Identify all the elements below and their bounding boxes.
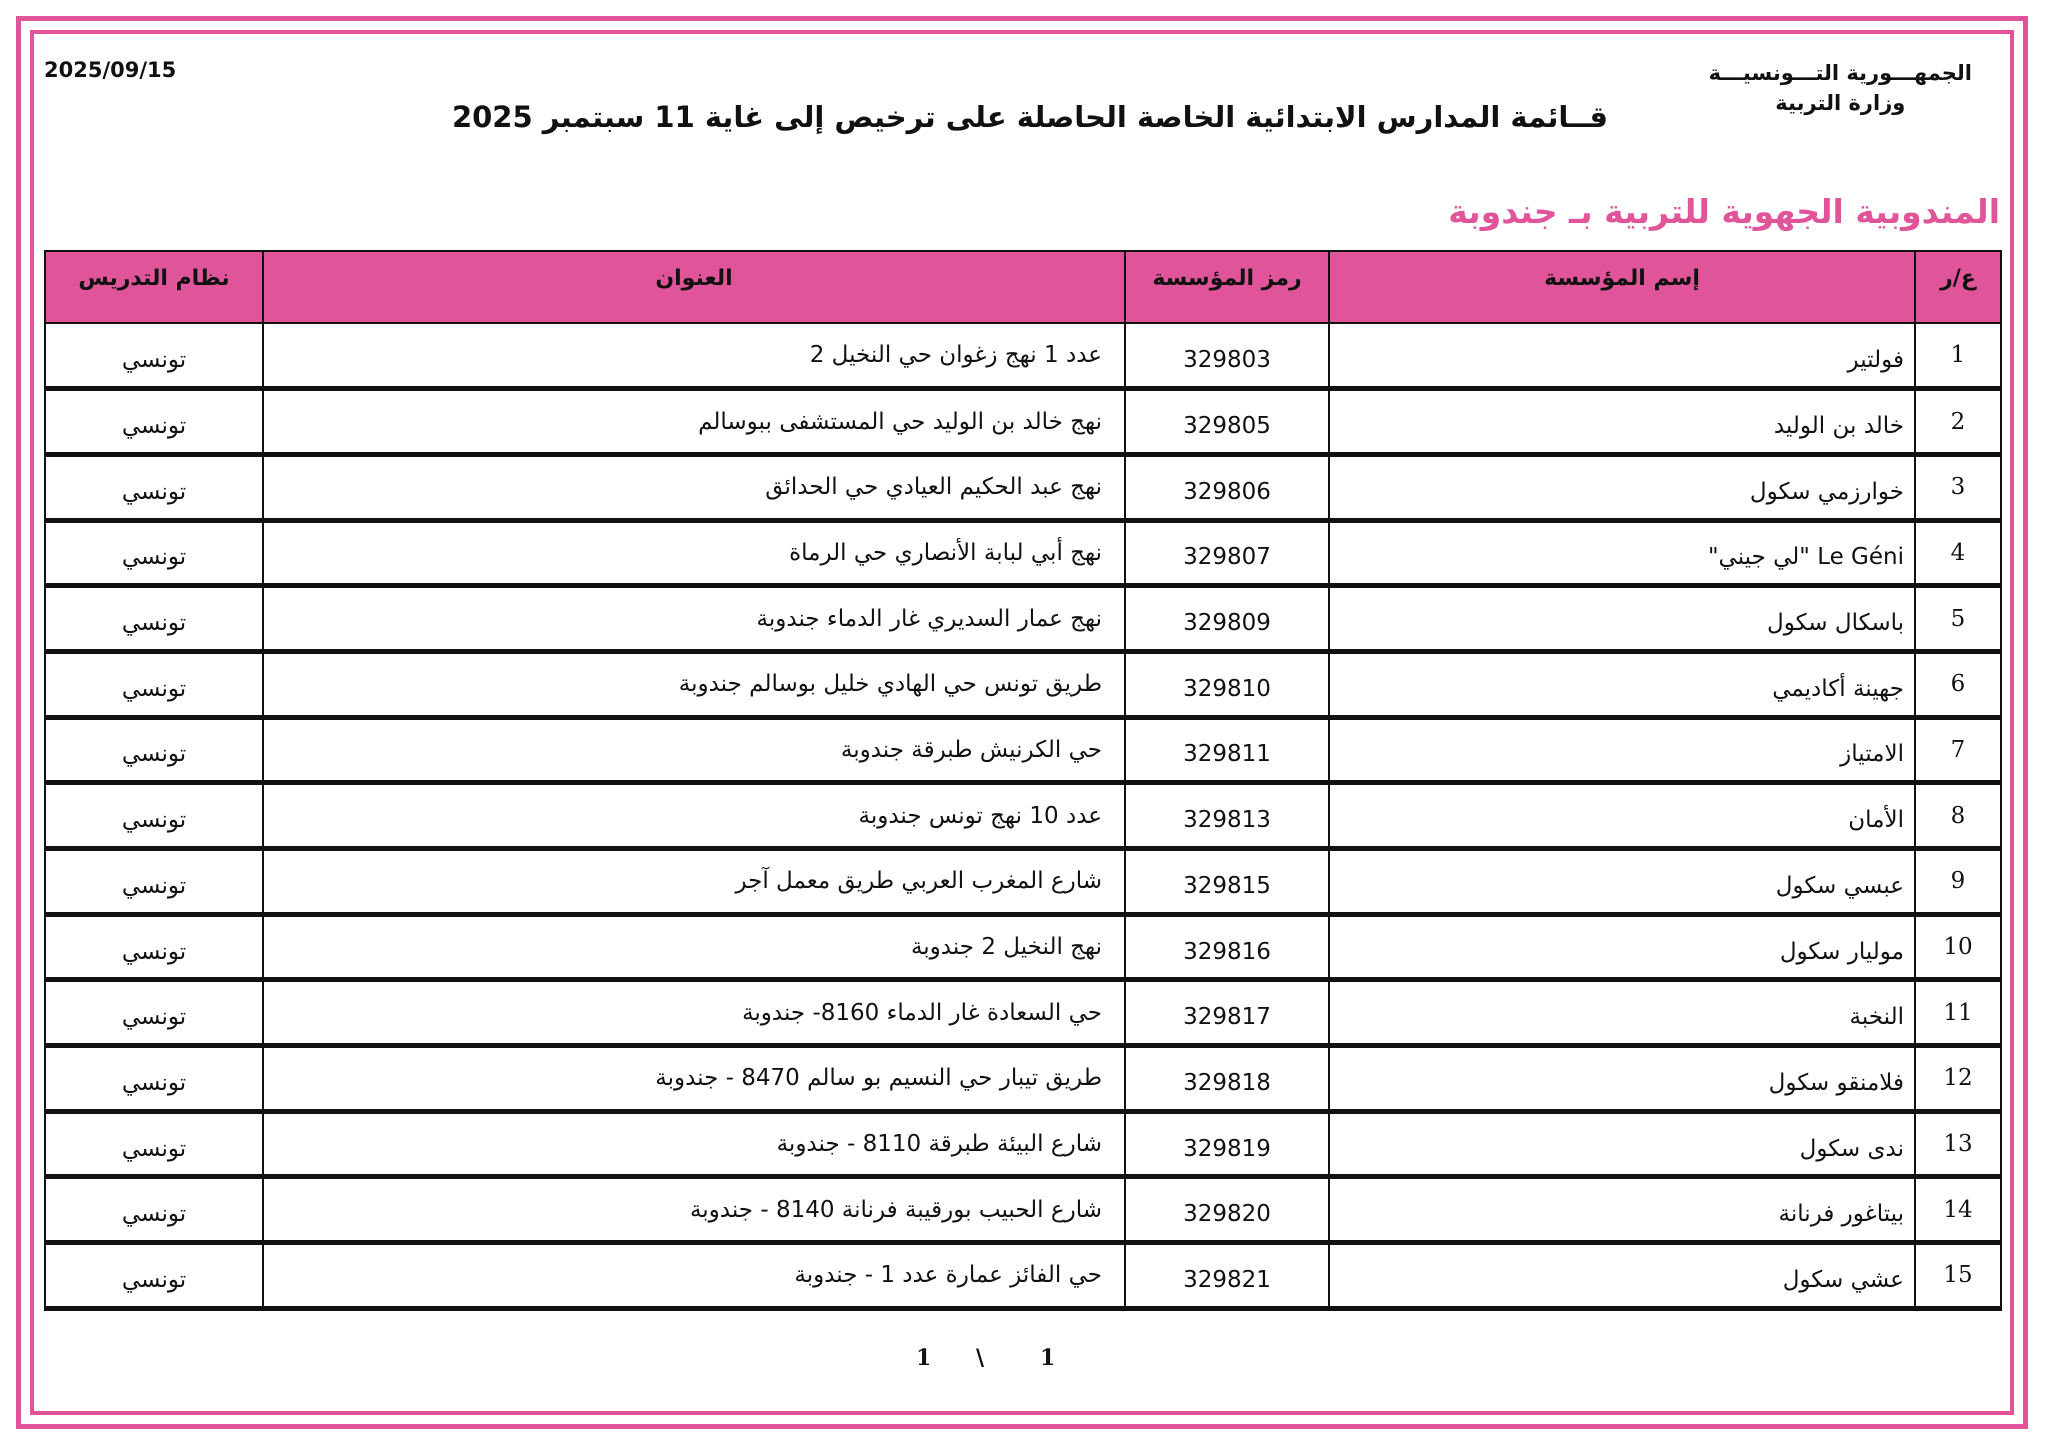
table-row — [45, 783, 2001, 849]
cell-num: 15 — [1915, 1243, 2001, 1309]
cell-school-code: 329806 — [1125, 454, 1329, 520]
cell-school-code: 329810 — [1125, 651, 1329, 717]
cell-school-code: 329815 — [1125, 849, 1329, 915]
cell-school-code: 329813 — [1125, 783, 1329, 849]
cell-num: 5 — [1915, 586, 2001, 652]
cell-num: 2 — [1915, 389, 2001, 455]
table-body — [45, 323, 2001, 1308]
cell-teaching-system: تونسي — [45, 717, 263, 783]
cell-school-code: 329818 — [1125, 1046, 1329, 1112]
table-row — [45, 454, 2001, 520]
header-address: العنوان — [263, 251, 1125, 323]
cell-school-code: 329819 — [1125, 1111, 1329, 1177]
cell-address: حي السعادة غار الدماء 8160- جندوبة — [263, 980, 1125, 1046]
cell-school-code: 329820 — [1125, 1177, 1329, 1243]
document-date: 2025/09/15 — [44, 58, 177, 82]
cell-school-code: 329807 — [1125, 520, 1329, 586]
page-current: 1 — [916, 1345, 932, 1371]
cell-num: 6 — [1915, 651, 2001, 717]
header-system: نظام التدريس — [45, 251, 263, 323]
cell-school-name: خالد بن الوليد — [1329, 389, 1915, 455]
cell-school-name: عشي سكول — [1329, 1243, 1915, 1309]
cell-num: 12 — [1915, 1046, 2001, 1112]
cell-num: 13 — [1915, 1111, 2001, 1177]
cell-num: 4 — [1915, 520, 2001, 586]
table-row — [45, 1243, 2001, 1309]
cell-teaching-system: تونسي — [45, 323, 263, 389]
cell-num: 9 — [1915, 849, 2001, 915]
cell-num: 7 — [1915, 717, 2001, 783]
cell-address: عدد 10 نهج تونس جندوبة — [263, 783, 1125, 849]
cell-school-code: 329811 — [1125, 717, 1329, 783]
cell-address: شارع المغرب العربي طريق معمل آجر — [263, 849, 1125, 915]
cell-school-code: 329809 — [1125, 586, 1329, 652]
table-row — [45, 323, 2001, 389]
cell-teaching-system: تونسي — [45, 783, 263, 849]
cell-school-name: عبسي سكول — [1329, 849, 1915, 915]
cell-num: 8 — [1915, 783, 2001, 849]
cell-num: 11 — [1915, 980, 2001, 1046]
header-republic-block — [1709, 58, 1972, 118]
cell-num: 1 — [1915, 323, 2001, 389]
table-row — [45, 980, 2001, 1046]
table-row — [45, 520, 2001, 586]
cell-school-name: بيتاغور فرنانة — [1329, 1177, 1915, 1243]
cell-teaching-system: تونسي — [45, 651, 263, 717]
cell-teaching-system: تونسي — [45, 586, 263, 652]
cell-school-code: 329803 — [1125, 323, 1329, 389]
cell-school-name: خوارزمي سكول — [1329, 454, 1915, 520]
cell-address: عدد 1 نهج زغوان حي النخيل 2 — [263, 323, 1125, 389]
cell-address: حي الكرنيش طبرقة جندوبة — [263, 717, 1125, 783]
cell-address: نهج عبد الحكيم العيادي حي الحدائق — [263, 454, 1125, 520]
cell-address: نهج خالد بن الوليد حي المستشفى ببوسالم — [263, 389, 1125, 455]
cell-address: شارع الحبيب بورقيبة فرنانة 8140 - جندوبة — [263, 1177, 1125, 1243]
cell-address: نهج عمار السديري غار الدماء جندوبة — [263, 586, 1125, 652]
cell-school-name: فلامنقو سكول — [1329, 1046, 1915, 1112]
page-number — [900, 1345, 1140, 1375]
cell-address: نهج أبي لبابة الأنصاري حي الرماة — [263, 520, 1125, 586]
table-row — [45, 586, 2001, 652]
republic-name: الجمهـــورية التـــونسيـــة — [1708, 61, 1972, 85]
cell-address: طريق تونس حي الهادي خليل بوسالم جندوبة — [263, 651, 1125, 717]
table-row — [45, 389, 2001, 455]
cell-school-name: ندى سكول — [1329, 1111, 1915, 1177]
cell-teaching-system: تونسي — [45, 849, 263, 915]
table-row — [45, 1046, 2001, 1112]
cell-school-code: 329817 — [1125, 980, 1329, 1046]
header-name: إسم المؤسسة — [1329, 251, 1915, 323]
cell-school-name: النخبة — [1329, 980, 1915, 1046]
header-code: رمز المؤسسة — [1125, 251, 1329, 323]
cell-school-code: 329821 — [1125, 1243, 1329, 1309]
section-heading: المندوبية الجهوية للتربية بـ جندوبة — [1448, 192, 2000, 231]
cell-teaching-system: تونسي — [45, 1177, 263, 1243]
header-num: ع/ر — [1915, 251, 2001, 323]
cell-school-code: 329816 — [1125, 914, 1329, 980]
cell-school-name: الامتياز — [1329, 717, 1915, 783]
table-row — [45, 1177, 2001, 1243]
cell-school-name: Le Géni "لي جيني" — [1329, 520, 1915, 586]
cell-teaching-system: تونسي — [45, 1111, 263, 1177]
table-row — [45, 914, 2001, 980]
table-row — [45, 1111, 2001, 1177]
cell-address: طريق تيبار حي النسيم بو سالم 8470 - جندوبة — [263, 1046, 1125, 1112]
cell-school-code: 329805 — [1125, 389, 1329, 455]
cell-school-name: الأمان — [1329, 783, 1915, 849]
cell-school-name: فولتير — [1329, 323, 1915, 389]
table-row — [45, 651, 2001, 717]
cell-address: نهج النخيل 2 جندوبة — [263, 914, 1125, 980]
cell-num: 3 — [1915, 454, 2001, 520]
cell-address: حي الفائز عمارة عدد 1 - جندوبة — [263, 1243, 1125, 1309]
cell-teaching-system: تونسي — [45, 1046, 263, 1112]
cell-teaching-system: تونسي — [45, 1243, 263, 1309]
table-row — [45, 849, 2001, 915]
cell-num: 10 — [1915, 914, 2001, 980]
cell-num: 14 — [1915, 1177, 2001, 1243]
cell-teaching-system: تونسي — [45, 389, 263, 455]
cell-school-name: جهينة أكاديمي — [1329, 651, 1915, 717]
cell-teaching-system: تونسي — [45, 914, 263, 980]
ministry-name: وزارة التربية — [1775, 91, 1906, 115]
page-separator: \ — [976, 1345, 985, 1371]
cell-teaching-system: تونسي — [45, 520, 263, 586]
page-total: 1 — [1040, 1345, 1056, 1371]
cell-teaching-system: تونسي — [45, 454, 263, 520]
table-header-row — [45, 251, 2001, 323]
schools-table — [44, 250, 2002, 1311]
table-row — [45, 717, 2001, 783]
cell-address: شارع البيئة طبرقة 8110 - جندوبة — [263, 1111, 1125, 1177]
cell-teaching-system: تونسي — [45, 980, 263, 1046]
cell-school-name: موليار سكول — [1329, 914, 1915, 980]
cell-school-name: باسكال سكول — [1329, 586, 1915, 652]
page-title: قــائمة المدارس الابتدائية الخاصة الحاصلة على ترخيص إلى غاية 11 سبتمبر 2025 — [451, 100, 1609, 134]
